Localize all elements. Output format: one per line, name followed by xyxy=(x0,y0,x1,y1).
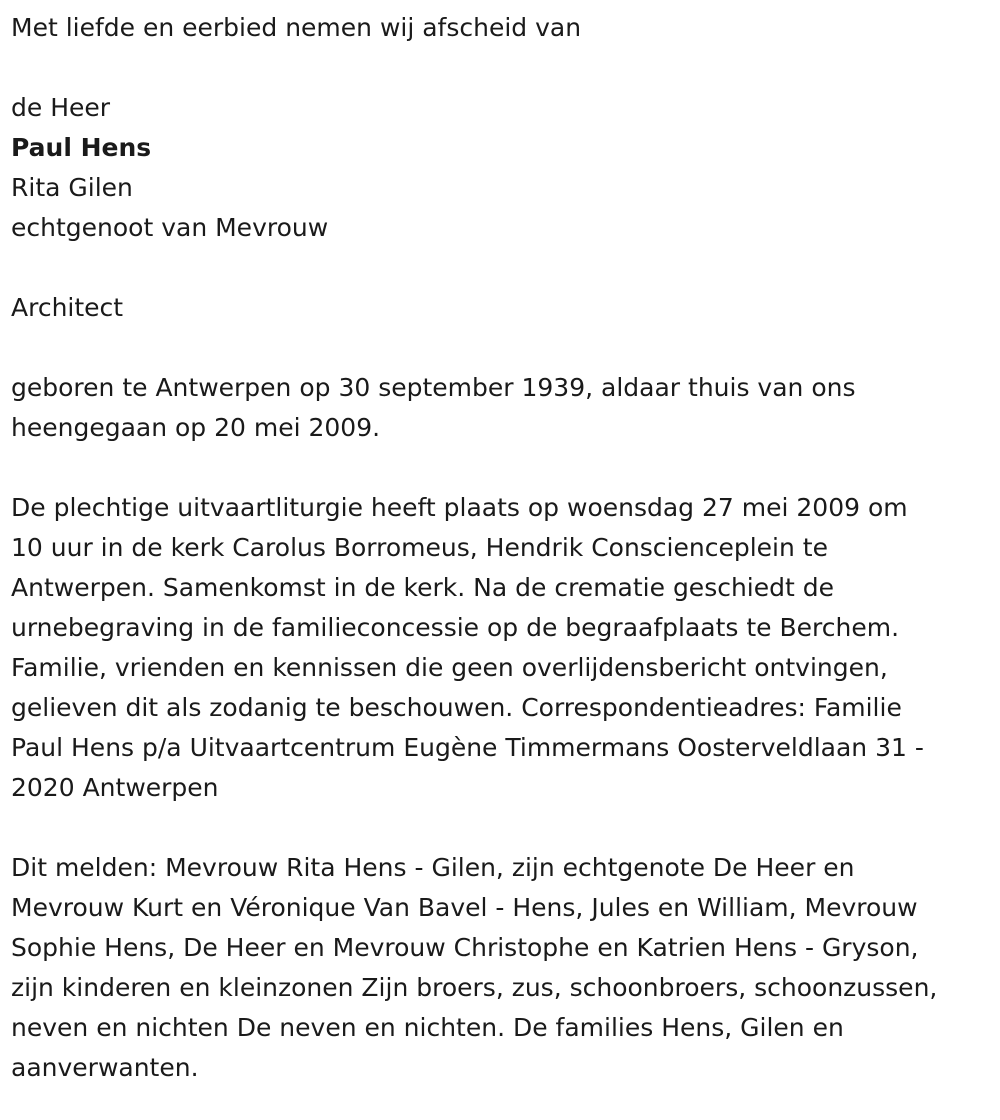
announcers-line: Dit melden: Mevrouw Rita Hens - Gilen, zijn echtgenote De Heer en xyxy=(11,853,855,882)
ceremony-line: Paul Hens p/a Uitvaartcentrum Eugène Timmermans Oosterveldlaan 31 - xyxy=(11,733,924,762)
deceased-name: Paul Hens xyxy=(11,133,152,162)
announcers-line: Sophie Hens, De Heer en Mevrouw Christophe en Katrien Hens - Gryson, xyxy=(11,933,919,962)
birth-death-line: geboren te Antwerpen op 30 september 1939, aldaar thuis van ons xyxy=(11,373,856,402)
spacer xyxy=(11,248,986,288)
announcers-line: neven en nichten De neven en nichten. De families Hens, Gilen en xyxy=(11,1013,844,1042)
announcers-line: Mevrouw Kurt en Véronique Van Bavel - Hens, Jules en William, Mevrouw xyxy=(11,893,918,922)
spacer xyxy=(11,328,986,368)
partner-relation: echtgenoot van Mevrouw xyxy=(11,213,329,242)
ceremony-line: 2020 Antwerpen xyxy=(11,773,219,802)
partner-name: Rita Gilen xyxy=(11,173,133,202)
ceremony-line: Antwerpen. Samenkomst in de kerk. Na de crematie geschiedt de xyxy=(11,573,834,602)
announcers-paragraph xyxy=(11,848,986,1088)
birth-death-paragraph xyxy=(11,368,986,448)
ceremony-paragraph xyxy=(11,488,986,808)
intro-text: Met liefde en eerbied nemen wij afscheid van xyxy=(11,13,582,42)
ceremony-line: De plechtige uitvaartliturgie heeft plaats op woensdag 27 mei 2009 om xyxy=(11,493,908,522)
ceremony-line: 10 uur in de kerk Carolus Borromeus, Hendrik Conscienceplein te xyxy=(11,533,828,562)
profession: Architect xyxy=(11,293,124,322)
ceremony-line: gelieven dit als zodanig te beschouwen. Correspondentieadres: Familie xyxy=(11,693,902,722)
ceremony-line: Familie, vrienden en kennissen die geen overlijdensbericht ontvingen, xyxy=(11,653,888,682)
ceremony-line: urnebegraving in de familieconcessie op de begraafplaats te Berchem. xyxy=(11,613,900,642)
announcers-line: aanverwanten. xyxy=(11,1053,199,1082)
announcers-line: zijn kinderen en kleinzonen Zijn broers, zus, schoonbroers, schoonzussen, xyxy=(11,973,938,1002)
birth-death-line: heengegaan op 20 mei 2009. xyxy=(11,413,381,442)
title-prefix: de Heer xyxy=(11,93,111,122)
